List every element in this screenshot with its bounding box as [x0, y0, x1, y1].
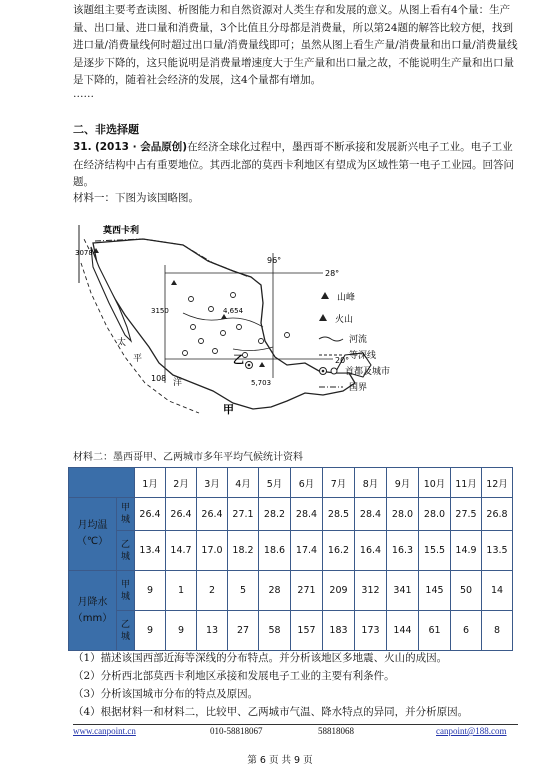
climate-table: [68, 467, 513, 651]
footer-website-link[interactable]: www.canpoint.cn: [73, 726, 136, 736]
mountain-peak-icon: [321, 292, 329, 299]
table-cell: 13: [197, 611, 228, 651]
table-cell: 16.3: [387, 531, 419, 571]
table-cell: 14: [482, 571, 513, 611]
table-cell: 27: [228, 611, 259, 651]
table-cell: 61: [419, 611, 451, 651]
table-cell: 17.0: [197, 531, 228, 571]
table-cell: 26.8: [482, 498, 513, 531]
elev-label: 4,654: [223, 307, 244, 315]
question-31: [73, 139, 523, 192]
city-label-yi: 乙: [233, 353, 244, 366]
city-icon: [331, 368, 337, 374]
table-cell: 27.5: [451, 498, 482, 531]
table-cell: 13.5: [482, 531, 513, 571]
table-cell: 58: [259, 611, 291, 651]
table-cell: 271: [291, 571, 323, 611]
month-header: 2月: [166, 468, 197, 498]
month-header: 11月: [451, 468, 482, 498]
table-cell: 16.4: [355, 531, 387, 571]
table-cell: 18.6: [259, 531, 291, 571]
table-cell: 27.1: [228, 498, 259, 531]
table-cell: 173: [355, 611, 387, 651]
intro-paragraph: 该题组主要考查读图、析图能力和自然资源对人类生存和发展的意义。从图上看有4个量：生产量、出口量、进口量和消费量，3个比值且分母都是消费量，所以第24题的解答比较方便，找到进口量/消费量线何时超过出口量/消费量线即可；虽然从图上看生产量/消费量和出口量/消费量线是逐步下降的，这只能说明是消费量增速度大于生产量和出口量之故，不能说明生产量和出口量是下降的，随着社会经济的发展，这4个量都有增加。: [73, 4, 518, 86]
table-cell: 28.5: [323, 498, 355, 531]
table-cell: 5: [228, 571, 259, 611]
month-header: 7月: [323, 468, 355, 498]
table-cell: 28.0: [419, 498, 451, 531]
table-row: [69, 498, 513, 531]
month-header: 4月: [228, 468, 259, 498]
material2-label: 材料二：墨西哥甲、乙两城市多年平均气候统计资料: [73, 452, 303, 463]
sub-question-3: （3）分析该国城市分布的特点及原因。: [73, 688, 259, 700]
footer-phone: 010-58818067: [210, 726, 263, 736]
material1-label: 材料一：下图为该国略图。: [73, 192, 199, 204]
table-cell: 9: [166, 611, 197, 651]
lon-label: 96°: [267, 256, 282, 265]
city-yi-label: 乙城: [117, 611, 135, 651]
footer-email-link[interactable]: canpoint@188.com: [436, 726, 507, 736]
month-header: 5月: [259, 468, 291, 498]
lat-label: 20°: [335, 356, 350, 365]
table-cell: 28.0: [387, 498, 419, 531]
month-header: 9月: [387, 468, 419, 498]
coastline: [93, 239, 355, 409]
table-cell: 183: [323, 611, 355, 651]
volcano-icon: [319, 314, 327, 321]
month-header: 6月: [291, 468, 323, 498]
city-label-mexicali: 莫西卡利: [103, 226, 140, 236]
sub-question-1: （1）描述该国西部近海等深线的分布特点。并分析该地区多地震、火山的成因。: [73, 652, 448, 664]
lat-label: 28°: [325, 269, 340, 278]
city-jia-label: 甲城: [117, 498, 135, 531]
month-header: 12月: [482, 468, 513, 498]
precip-label: 月降水（mm）: [69, 571, 117, 651]
ocean-label: 洋: [173, 378, 183, 388]
table-cell: 14.7: [166, 531, 197, 571]
table-cell: 9: [135, 571, 166, 611]
table-cell: 18.2: [228, 531, 259, 571]
table-row: [69, 571, 513, 611]
month-header: 1月: [135, 468, 166, 498]
month-header: 8月: [355, 468, 387, 498]
table-cell: 6: [451, 611, 482, 651]
table-cell: 28: [259, 571, 291, 611]
table-cell: 13.4: [135, 531, 166, 571]
table-cell: 28.4: [291, 498, 323, 531]
question-text: 在经济全球化过程中，墨西哥不断承接和发展新兴电子工业。电子工业在经济结构中占有重要地位。其西北部的莫西卡利地区有望成为区域性第一电子工业园。回答问题。: [73, 141, 514, 188]
table-cell: 8: [482, 611, 513, 651]
month-header: 10月: [419, 468, 451, 498]
sub-question-2: （2）分析西北部莫西卡利地区承接和发展电子工业的主要有利条件。: [73, 670, 395, 682]
table-row: [69, 611, 513, 651]
elev-label: 5,703: [251, 379, 272, 387]
table-corner: [69, 468, 135, 498]
table-cell: 341: [387, 571, 419, 611]
table-cell: 16.2: [323, 531, 355, 571]
legend-label: 等深线: [349, 351, 377, 361]
table-cell: 26.4: [166, 498, 197, 531]
mexico-map: [73, 223, 403, 418]
question-number: 31.: [73, 141, 92, 153]
table-cell: 26.4: [135, 498, 166, 531]
section-heading: 二、非选择题: [73, 123, 139, 136]
legend-label: 国界: [349, 383, 368, 393]
table-cell: 14.9: [451, 531, 482, 571]
month-header: 3月: [197, 468, 228, 498]
legend-label: 火山: [335, 315, 354, 325]
sub-question-4: （4）根据材料一和材料二，比较甲、乙两城市气温、降水特点的异同，并分析原因。: [73, 706, 469, 718]
ocean-label: 太: [117, 338, 127, 348]
footer-phone: 58818068: [318, 726, 354, 736]
question-source: (2013 · 会品原创): [94, 141, 188, 153]
table-cell: 15.5: [419, 531, 451, 571]
table-cell: 144: [387, 611, 419, 651]
legend-label: 首都及城市: [345, 367, 391, 377]
table-cell: 17.4: [291, 531, 323, 571]
city-yi-label: 乙城: [117, 531, 135, 571]
table-cell: 28.4: [355, 498, 387, 531]
table-cell: 209: [323, 571, 355, 611]
table-row: [69, 531, 513, 571]
table-cell: 157: [291, 611, 323, 651]
table-cell: 26.4: [197, 498, 228, 531]
footer-divider: [73, 724, 518, 725]
lon-label: 108: [151, 374, 167, 383]
table-cell: 1: [166, 571, 197, 611]
table-cell: 312: [355, 571, 387, 611]
page-number: 第 6 页 共 9 页: [247, 755, 313, 766]
ellipsis: ……: [73, 88, 94, 100]
table-header-row: [69, 468, 513, 498]
table-cell: 145: [419, 571, 451, 611]
city-jia-label: 甲城: [117, 571, 135, 611]
legend-label: 河流: [349, 335, 368, 345]
elev-label: 3078: [75, 249, 93, 257]
contour-line: [83, 237, 89, 249]
table-cell: 28.2: [259, 498, 291, 531]
table-cell: 9: [135, 611, 166, 651]
elev-label: 3150: [151, 307, 169, 315]
ocean-label: 平: [133, 354, 143, 364]
legend-label: 山峰: [337, 293, 356, 303]
city-label-jia: 甲: [223, 403, 234, 416]
temp-label: 月均温（℃）: [69, 498, 117, 571]
river-icon: [319, 337, 343, 341]
table-cell: 50: [451, 571, 482, 611]
table-cell: 2: [197, 571, 228, 611]
